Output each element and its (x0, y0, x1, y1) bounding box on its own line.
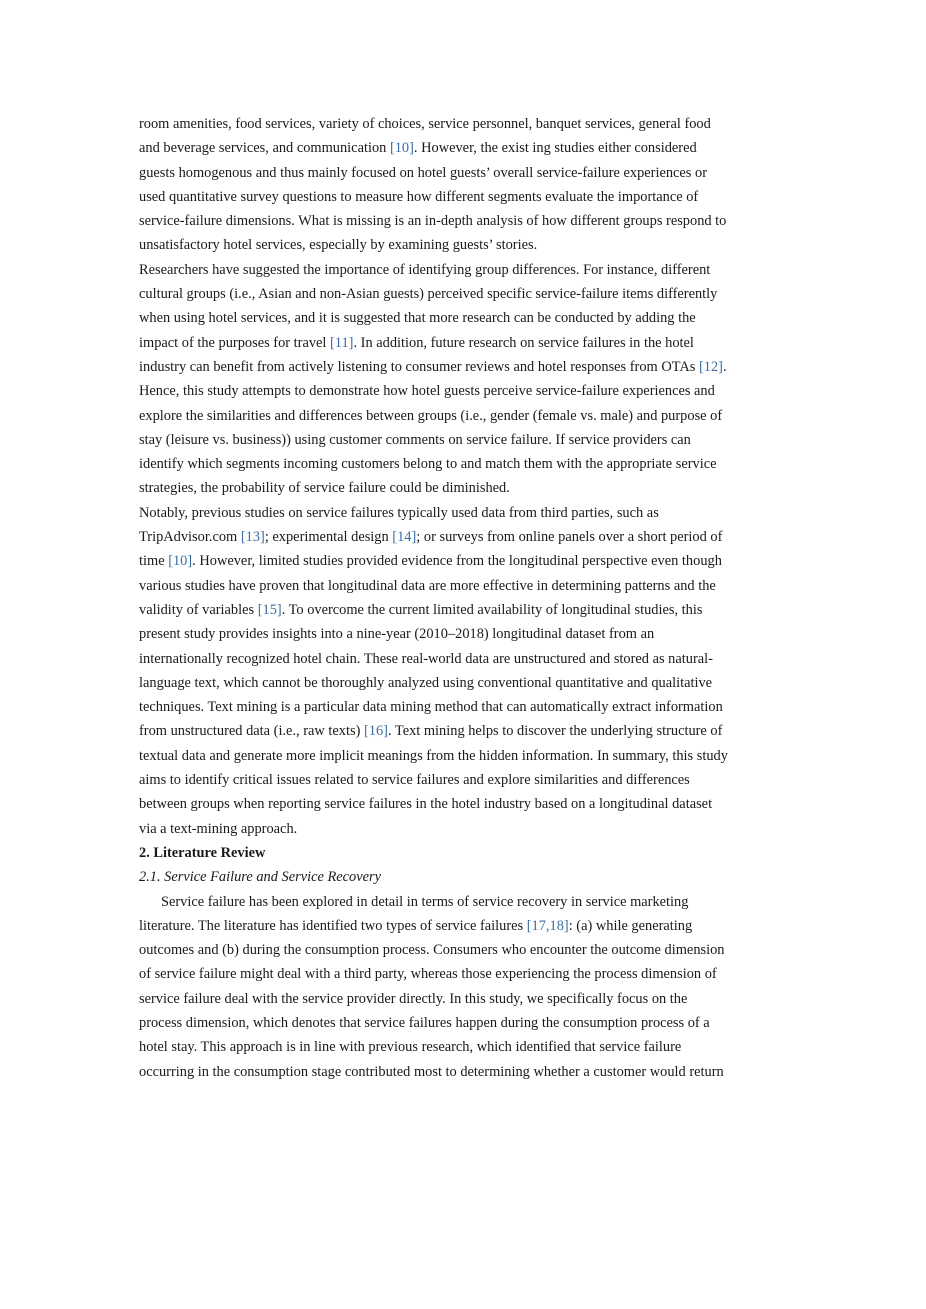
reference-citation[interactable]: [11] (330, 334, 354, 351)
reference-citation[interactable]: [12] (698, 358, 723, 375)
subsection-heading-service-failure-and-service-recovery: 2.1. Service Failure and Service Recovery (139, 869, 381, 886)
paragraph-3: Notably, previous studies on service failures typically used data from third parties, such as TripAdvisor.com [13]; experimental design [14]; or surveys from online panels over a short period of time [10]. However, limited studies provided evidence from the longitudinal perspective even though various studies have proven that longitudinal data are more effective in determining patterns and the validity of variables [15]. To overcome the current limited availability of longitudinal studies, this present study provides insights into a nine-year (2010–2018) longitudinal dataset from an internationally recognized hotel chain. These real-world data are unstructured and stored as natural-language text, which cannot be thoroughly analyzed using conventional quantitative and qualitative techniques. Text mining is a particular data mining method that can automatically extract information from unstructured data (i.e., raw texts) [16]. Text mining helps to discover the underlying structure of textual data and generate more implicit meanings from the hidden information. In summary, this study aims to identify critical issues related to service failures and explore similarities and differences between groups when reporting service failures in the hotel industry based on a longitudinal dataset via a text-mining approach. (139, 504, 728, 837)
paragraph-2: Researchers have suggested the importance of identifying group differences. For instance, different cultural groups (i.e., Asian and non-Asian guests) perceived specific service-failure items differently when using hotel services, and it is suggested that more research can be conducted by adding the impact of the purposes for travel [11]. In addition, future research on service failures in the hotel industry can benefit from actively listening to consumer reviews and hotel responses from OTAs [12]. Hence, this study attempts to demonstrate how hotel guests perceive service-failure experiences and explore the similarities and differences between groups (i.e., gender (female vs. male) and purpose of stay (leisure vs. business)) using customer comments on service failure. If service providers can identify which segments incoming customers belong to and match them with the appropriate service strategies, the probability of service failure could be diminished. (139, 261, 727, 497)
reference-citation[interactable]: [10] (168, 553, 193, 570)
paragraph-4: Service failure has been explored in detail in terms of service recovery in service marketing literature. The literature has identified two types of service failures [17,18]: (a) while generating outcomes and (b) during the consumption process. Consumers who encounter the outcome dimension of service failure might deal with a third party, whereas those experiencing the process dimension of service failure deal with the service provider directly. In this study, we specifically focus on the process dimension, which denotes that service failures happen during the consumption process of a hotel stay. This approach is in line with previous research, which identified that service failure occurring in the consumption stage contributed most to determining whether a customer would return (139, 893, 725, 1080)
section-heading-literature-review: 2. Literature Review (139, 844, 266, 861)
reference-citation[interactable]: [14] (392, 529, 417, 546)
reference-citation[interactable]: [10] (389, 140, 414, 157)
document-body (139, 112, 730, 1084)
reference-citation[interactable]: [16] (363, 723, 388, 740)
reference-citation[interactable]: [13] (240, 529, 265, 546)
paragraph-1: room amenities, food services, variety of choices, service personnel, banquet services, general food and beverage services, and communication [10]. However, the exist ing studies either considered guests homogenous and thus mainly focused on hotel guests’ overall service-failure experiences or used quantitative survey questions to measure how different segments evaluate the importance of service-failure dimensions. What is missing is an in-depth analysis of how different groups respond to unsatisfactory hotel services, especially by examining guests’ stories. (139, 116, 727, 254)
reference-citation[interactable]: [15] (257, 601, 282, 618)
reference-citation[interactable]: [17,18] (526, 917, 569, 934)
